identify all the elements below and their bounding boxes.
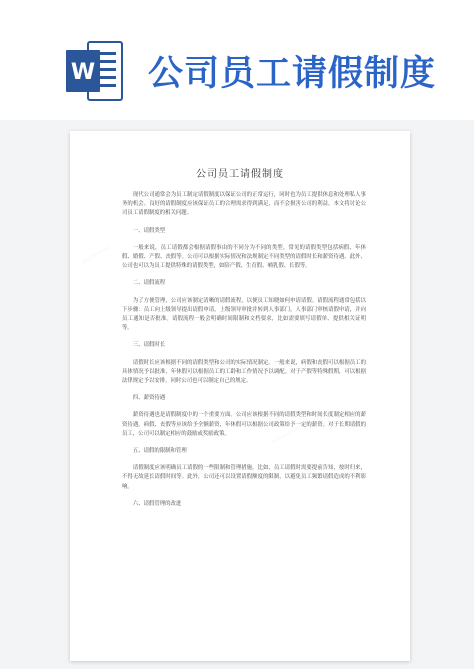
svg-text:W: W (70, 60, 96, 85)
section-heading: 二、请假流程 (132, 280, 166, 287)
paragraph: 请假制度应该明确员工请假的一些限制和管理措施。比如，员工请假时需要提前告知，按时归来，不得无故延长请假时间等。此外，公司还可以设置请假额度的限制，以避免员工频繁请假造成的不利影响。 (122, 465, 366, 490)
section-heading: 三、请假时长 (132, 342, 166, 349)
paragraph: 请假时长应该根据不同的请假类型和公司的实际情况制定。一般来说，病假和丧假可以根据员工的具体情况予以批准，年休假可以根据员工的工龄和工作情况予以调配。对于产假等特殊假期，可以根据法律规定予以安排。同时公司也可以制定自己的规定。 (122, 359, 366, 385)
section-heading: 一、请假类型 (132, 227, 166, 234)
section-heading: 五、请假的限制和管理 (132, 448, 187, 455)
document-body (122, 191, 366, 517)
section-heading: 四、薪资待遇 (132, 395, 166, 402)
word-document-icon (66, 40, 124, 102)
header-banner (0, 0, 474, 120)
watermark: ▱▱▱▱▱▱▱ (270, 423, 302, 446)
page-title: 公司员工请假制度 (148, 54, 437, 94)
document-page (70, 131, 410, 661)
paragraph: 现代公司通常会为员工制定请假制度以保证公司的正常运行，同时也为员工提供休息和处理私人事务的机会。良好的请假制度应该保证员工的合理需求得到满足，而不会损害公司的利益。本文将讨论公司员工请假制度的相关问题。 (122, 192, 366, 217)
watermark: ▱▱▱▱▱▱▱ (80, 243, 112, 266)
paragraph: 为了方便管理，公司应该制定清晰的请假流程，以便员工知晓如何申请请假。请假流程通常包括以下步骤：员工向上级领导提出请假申请，上级领导审批并转到人事部门，人事部门审核请假申请，并向员工通知是否批准。请假流程一般会明确时间限制和文档要求，比如需要填写请假单、提供相关证明等。 (122, 297, 366, 332)
paragraph: 一般来说，员工请假都会根据请假事由的不同分为不同的类型。常见的请假类型包括病假、年休假、婚假、产假、丧假等。公司可以根据实际情况和法规制定不同类型的请假时长和薪资待遇。此外，公司也可以为员工提供特殊的请假类型，如陪产假、生育假、哺乳假、长假等。 (122, 244, 366, 270)
document-title: 公司员工请假制度 (196, 169, 284, 180)
section-heading: 六、请假管理的改进 (132, 500, 182, 507)
paragraph: 薪资待遇也是请假制度中的一个重要方面。公司应该根据不同的请假类型和时间长度制定相应的薪资待遇。病假、丧假等应该给予全额薪资，年休假可以根据公司政策给予一定的薪资。对于长期请假的员工，公司可以制定相应的鼓励或奖励政策。 (122, 412, 366, 437)
